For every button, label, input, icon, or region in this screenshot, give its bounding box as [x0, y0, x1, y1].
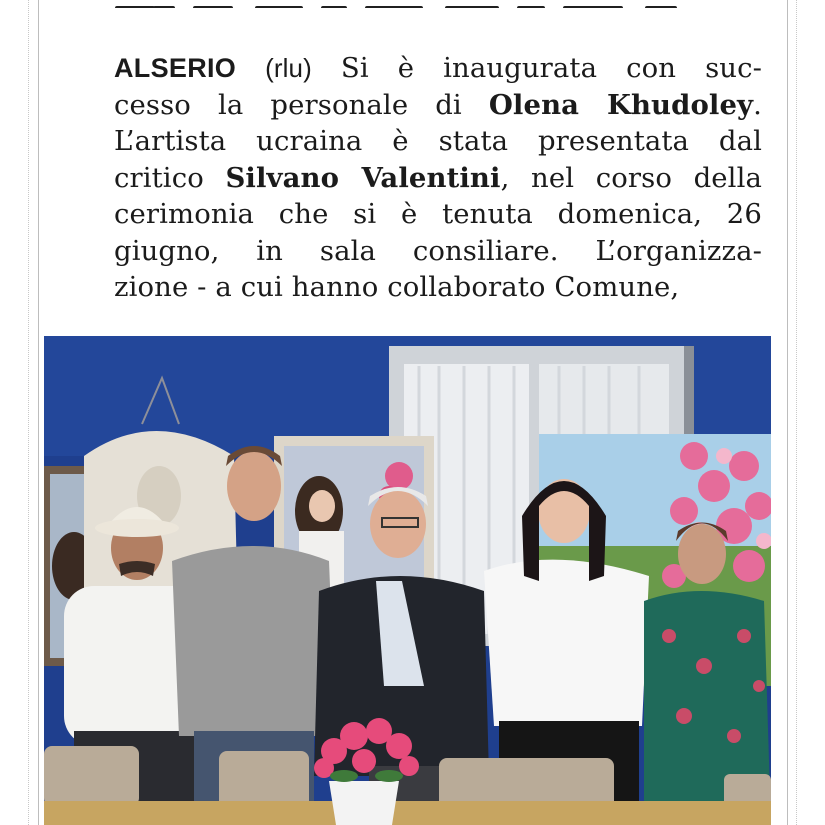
- group-photo: [44, 336, 771, 825]
- article-line-6: giugno, in sala consiliare. L’organizza-: [114, 234, 762, 267]
- group-photo-icon: [44, 336, 771, 825]
- critic-name: Silvano Valentini: [225, 161, 501, 194]
- article-line-5: cerimonia che si è tenuta domenica, 26: [114, 198, 762, 230]
- article-text: .: [753, 88, 762, 121]
- cropped-headline: [95, 0, 785, 8]
- article-line-1: [114, 50, 762, 87]
- article-text: , nel corso della: [500, 161, 762, 194]
- dateline: ALSERIO: [114, 53, 237, 83]
- article-text: critico: [114, 161, 226, 194]
- article-line-2: [114, 87, 762, 124]
- chair: [44, 746, 139, 806]
- article-body: [114, 50, 762, 306]
- right-frame-line: [787, 0, 788, 825]
- left-frame-line: [38, 0, 39, 825]
- left-margin-dots: [28, 0, 29, 825]
- article-line-4: [114, 160, 762, 197]
- article-text: Si è inaugurata con suc-: [340, 52, 763, 84]
- byline: (rlu): [265, 53, 312, 83]
- artist-name: Olena Khudoley: [488, 88, 754, 121]
- article-line-3: L’artista ucraina è stata presentata dal: [114, 125, 762, 157]
- right-margin-dots: [796, 0, 797, 825]
- article-line-7: zione - a cui hanno collaborato Comune,: [114, 271, 680, 303]
- article-text: cesso la personale di: [114, 88, 489, 121]
- table: [44, 801, 771, 825]
